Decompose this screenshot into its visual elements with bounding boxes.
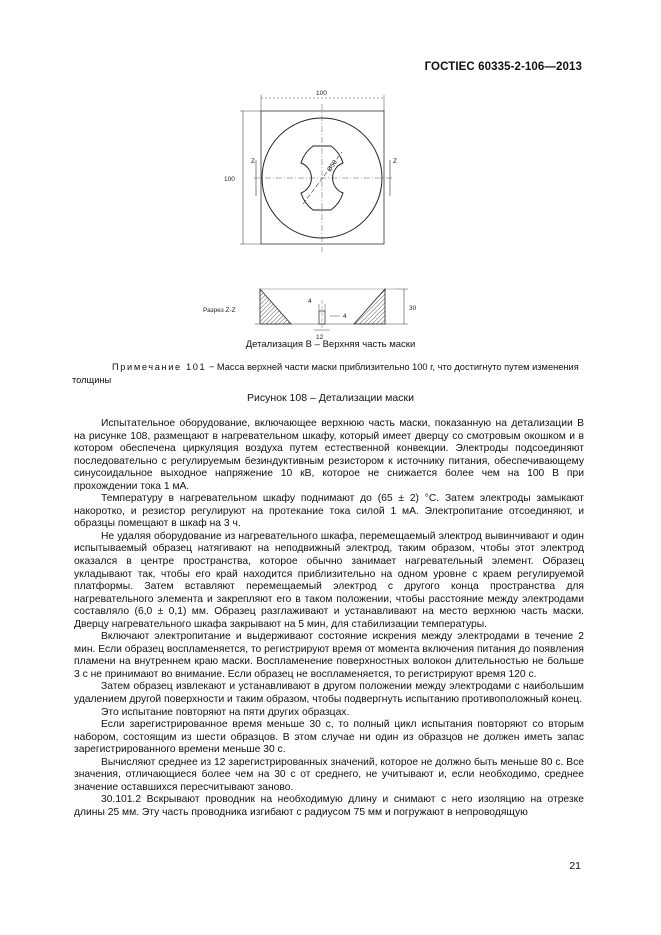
paragraph: 30.101.2 Вскрывают проводник на необходимую длину и снимают с него изоляцию на отрезке длины 25 мм. Эту часть проводника изгибают с радиусом 75 мм и погружают в непроводящую	[74, 794, 584, 818]
paragraph: Температуру в нагревательном шкафу поднимают до (65 ± 2) °C. Затем электроды замыкают накоротко, и резистор регулируют на протекание тока силой 1 мА. Электропитание отсоединяют, и образцы помещают в шкаф на 3 ч.	[74, 493, 584, 530]
figure-title: Рисунок 108 – Детализации маски	[247, 392, 414, 404]
paragraph: Испытательное оборудование, включающее верхнюю часть маски, показанную на детализации B на рисунке 108, размещают в нагревательном шкафу, который имеет дверцу со смотровым окошком и в котором обеспечена циркуляция воздуха путем естественной конвекции. Электроды подсоединяют последовательно с регулируемым безиндуктивным резистором к источнику питания, обеспечивающему синусоидальное выходное напряжение 10 кВ, которое не снижается более чем на 100 В при прохождении тока 1 мА.	[74, 418, 584, 492]
paragraph: Затем образец извлекают и устанавливают в другом положении между электродами с наибольшим удалением другой поверхности и таким образом, чтобы подвергнуть испытанию противоположный конец.	[74, 681, 584, 706]
paragraph: Если зарегистрированное время меньше 30 с, то полный цикл испытания повторяют со вторым набором, состоящим из шести образцов. В этом случае ни один из образцов не должен иметь запас зарегистрированного времени меньше 30 с.	[74, 719, 584, 756]
z-marker-left: Z	[251, 158, 255, 165]
dim-30-label: 30	[409, 305, 417, 312]
dim-12-label: 12	[316, 334, 324, 341]
dim-4-right-label: 4	[343, 313, 347, 320]
dim-top-label: 100	[316, 90, 327, 97]
note-text: − Масса верхней части маски приблизительно 100 г, что достигнуто путем изменения толщины	[72, 362, 579, 385]
dim-left-label: 100	[224, 176, 235, 183]
page-number: 21	[569, 860, 581, 872]
paragraph: Не удаляя оборудование из нагревательного шкафа, перемещаемый электрод вывинчивают и один испытываемый образец натягивают на неподвижный электрод, таким образом, чтобы этот электрод оказался в центре пространства, которое обычно занимает нагревательный элемент. Образец укладывают так, чтобы его край находится приблизительно на одном уровне с краем регулируемой платформы. Затем вставляют перемещаемый электрод с другого конца пространства для нагревательного элемента и закрепляют его в таком положении, чтобы расстояние между электродами составляло (6,0 ± 0,1) мм. Образец разглаживают и устанавливают на место верхнюю часть маски. Дверцу нагревательного шкафа закрывают на 5 мин, для стабилизации температуры.	[74, 530, 584, 630]
mask-detail-drawing	[0, 0, 661, 360]
dim-4-top-label: 4	[308, 298, 312, 305]
body-text	[74, 418, 584, 820]
paragraph: Включают электропитание и выдерживают состояние искрения между электродами в течение 2 мин. Если образец воспламеняется, то регистрируют время от момента включения питания до появления пламени на внутреннем краю маски. Воспламенение поверхностных волокон длительностью не больше 3 с не принимают во внимание. Если образец не воспламеняется, то регистрируют время 120 с.	[74, 631, 584, 680]
document-code-header: ГОСТIEC 60335-2-106—2013	[424, 61, 582, 73]
paragraph: Это испытание повторяют на пяти других образцах.	[101, 706, 350, 718]
paragraph: Вычисляют среднее из 12 зарегистрированных значений, которое не должно быть меньше 80 с. Все значения, отличающиеся более чем на 30 с от среднего, не учитывают и, если необходимо, среднее значение оставшихся пересчитывают заново.	[74, 756, 584, 793]
figure-note	[72, 361, 584, 386]
detail-caption: Детализация B – Верхняя часть маски	[245, 339, 416, 350]
dim-diameter-label: Ø50	[326, 159, 339, 174]
note-prefix: Примечание 101	[112, 362, 207, 372]
section-label: Разрез Z-Z	[203, 307, 236, 314]
z-marker-right: Z	[393, 158, 397, 165]
